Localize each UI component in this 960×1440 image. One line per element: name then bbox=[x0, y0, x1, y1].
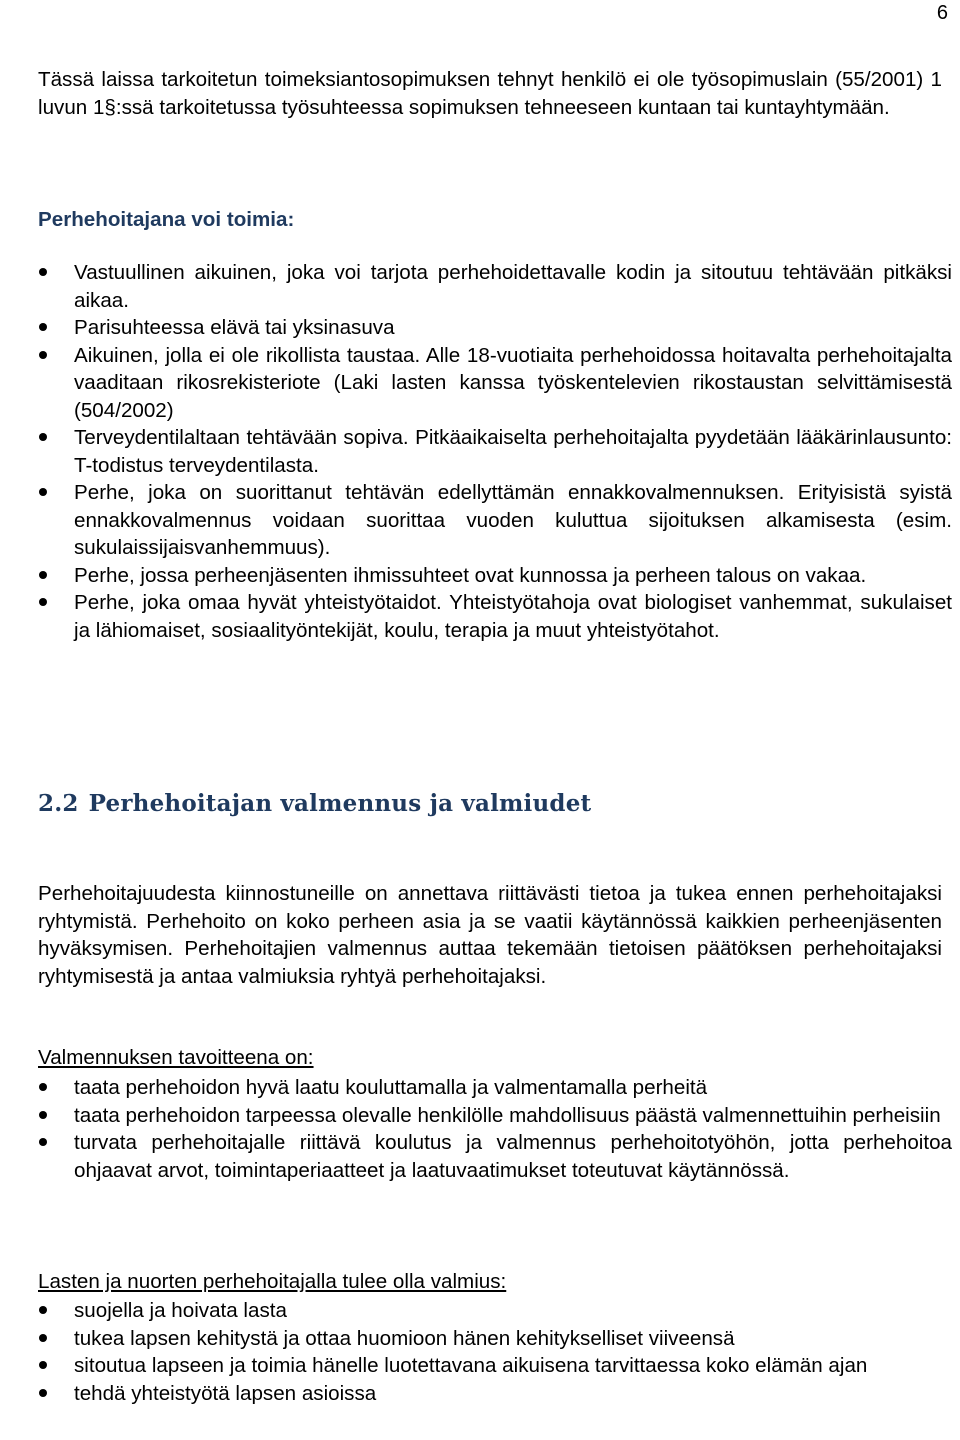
perhehoitaja-heading: Perhehoitajana voi toimia: bbox=[38, 208, 295, 231]
list-item bbox=[38, 314, 952, 342]
list-item bbox=[38, 1074, 952, 1102]
section-paragraph: Perhehoitajuudesta kiinnostuneille on annettava riittävästi tietoa ja tukea ennen perhehoitajaksi ryhtymistä. Perhehoito on koko perheen asia ja se vaatii käytännössä kaikkien perheenjäsenten hyväksymisen. Perhehoitajien valmennus auttaa tekemään tietoisen päätöksen perhehoitajaksi ryhtymisestä ja antaa valmiuksia ryhtyä perhehoitajaksi. bbox=[38, 882, 942, 988]
list-item bbox=[38, 342, 952, 425]
valmennus-list bbox=[38, 1074, 952, 1184]
list-item-text: Terveydentilaltaan tehtävään sopiva. Pitkäaikaiselta perhehoitajalta pyydetään lääkärinlausunto: T-todistus terveydentilasta. bbox=[74, 426, 952, 477]
list-item-text: Parisuhteessa elävä tai yksinasuva bbox=[74, 316, 395, 339]
bullet-icon bbox=[39, 433, 47, 441]
bullet-icon bbox=[39, 1306, 47, 1314]
bullet-icon bbox=[39, 1083, 47, 1091]
list-item-text: sitoutua lapseen ja toimia hänelle luotettavana aikuisena tarvittaessa koko elämän ajan bbox=[74, 1354, 868, 1377]
list-item bbox=[38, 589, 952, 644]
bullet-icon bbox=[39, 1111, 47, 1119]
bullet-icon bbox=[39, 1361, 47, 1369]
bullet-icon bbox=[39, 351, 47, 359]
list-item-text: tehdä yhteistyötä lapsen asioissa bbox=[74, 1381, 377, 1405]
bullet-icon bbox=[39, 488, 47, 496]
bullet-icon bbox=[39, 268, 47, 276]
list-item bbox=[38, 1352, 952, 1380]
list-item-text: Perhe, jossa perheenjäsenten ihmissuhteet ovat kunnossa ja perheen talous on vakaa. bbox=[74, 563, 867, 587]
list-item bbox=[38, 259, 952, 314]
bullet-icon bbox=[39, 1389, 47, 1397]
intro-paragraph: Tässä laissa tarkoitetun toimeksiantosopimuksen tehnyt henkilö ei ole työsopimuslain (55/2001) 1 luvun 1§:ssä tarkoitetussa työsuhteessa sopimuksen tehneeseen kuntaan tai kuntayhtymään. bbox=[38, 68, 942, 119]
lasten-list bbox=[38, 1297, 952, 1407]
list-item bbox=[38, 1297, 952, 1325]
list-item-text: Perhe, joka on suorittanut tehtävän edellyttämän ennakkovalmennuksen. Erityisistä syistä ennakkovalmennus voidaan suorittaa vuoden kuluttua sijoituksen alkamisesta (esim. sukulaissijaisvanhemmuus). bbox=[74, 481, 952, 559]
perhehoitaja-list bbox=[38, 259, 952, 644]
list-item-text: suojella ja hoivata lasta bbox=[74, 1299, 287, 1322]
list-item-text: taata perhehoidon tarpeessa olevalle henkilölle mahdollisuus päästä valmennettuihin perheisiin bbox=[74, 1103, 941, 1127]
section-number: 2.2 bbox=[38, 790, 79, 817]
list-item-text: Aikuinen, jolla ei ole rikollista taustaa. Alle 18-vuotiaita perhehoidossa hoitavalta perhehoitajalta vaaditaan rikosrekisteriote (Laki lasten kanssa työskentelevien rikostaustan selvittämisestä (504/2002) bbox=[74, 343, 952, 422]
list-item bbox=[38, 1129, 952, 1184]
list-item-text: Perhe, joka omaa hyvät yhteistyötaidot. Yhteistyötahoja ovat biologiset vanhemmat, sukulaiset ja lähiomaiset, sosiaalityöntekijät, koulu, terapia ja muut yhteistyötahot. bbox=[74, 591, 952, 642]
bullet-icon bbox=[39, 1138, 47, 1146]
valmennus-heading: Valmennuksen tavoitteena on: bbox=[38, 1046, 314, 1069]
lasten-heading: Lasten ja nuorten perhehoitajalla tulee olla valmius: bbox=[38, 1270, 507, 1293]
list-item-text: taata perhehoidon hyvä laatu kouluttamalla ja valmentamalla perheitä bbox=[74, 1076, 708, 1099]
list-item bbox=[38, 479, 952, 562]
list-item-text: tukea lapsen kehitystä ja ottaa huomioon hänen kehitykselliset viiveensä bbox=[74, 1326, 735, 1350]
list-item bbox=[38, 424, 952, 479]
list-item-text: Vastuullinen aikuinen, joka voi tarjota perhehoidettavalle kodin ja sitoutuu tehtävään pitkäksi aikaa. bbox=[74, 261, 952, 312]
bullet-icon bbox=[39, 598, 47, 606]
bullet-icon bbox=[39, 323, 47, 331]
section-heading bbox=[38, 788, 591, 820]
page-number: 6 bbox=[936, 2, 948, 24]
bullet-icon bbox=[39, 571, 47, 579]
list-item-text: turvata perhehoitajalle riittävä koulutus ja valmennus perhehoitotyöhön, jotta perhehoitoa ohjaavat arvot, toimintaperiaatteet ja laatuvaatimukset toteutuvat käytännössä. bbox=[74, 1131, 952, 1182]
bullet-icon bbox=[39, 1334, 47, 1342]
section-title: Perhehoitajan valmennus ja valmiudet bbox=[88, 790, 592, 817]
list-item bbox=[38, 562, 952, 590]
list-item bbox=[38, 1325, 952, 1353]
list-item bbox=[38, 1102, 952, 1130]
list-item bbox=[38, 1380, 952, 1408]
